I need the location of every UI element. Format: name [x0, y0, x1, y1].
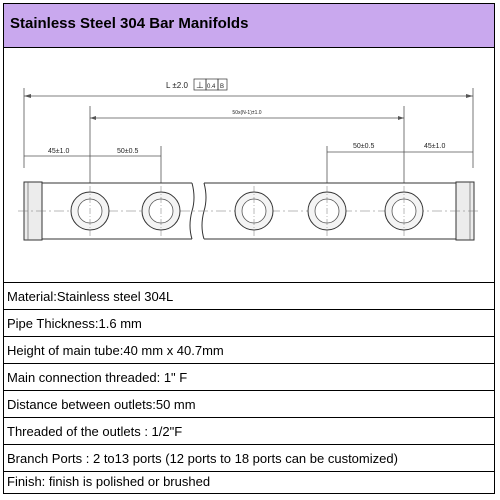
left-end-label: 45±1.0	[48, 148, 70, 155]
spec-row-pipe-thickness: Pipe Thickness:1.6 mm	[4, 310, 494, 337]
spec-sheet	[3, 3, 495, 494]
spec-row-branch-ports: Branch Ports : 2 to13 ports (12 ports to 18 ports can be customized)	[4, 445, 494, 472]
spec-row-material: Material:Stainless steel 304L	[4, 283, 494, 310]
outlet-span-label: 50x(N-1)±1.0	[232, 110, 262, 116]
manifold-drawing-svg	[4, 48, 494, 283]
technical-drawing	[4, 48, 494, 283]
spec-row-outlet-thread: Threaded of the outlets : 1/2"F	[4, 418, 494, 445]
overall-length-label: L ±2.0	[166, 81, 188, 90]
tolerance-datum: B	[220, 84, 225, 90]
arrowhead	[24, 94, 31, 98]
arrowhead	[398, 116, 404, 120]
header-banner	[4, 4, 494, 48]
right-pitch-label: 50±0.5	[353, 143, 375, 150]
right-end-label: 45±1.0	[424, 143, 446, 150]
arrowhead	[90, 116, 96, 120]
spec-row-outlet-distance: Distance between outlets:50 mm	[4, 391, 494, 418]
spec-row-main-connection: Main connection threaded: 1" F	[4, 364, 494, 391]
spec-row-tube-height: Height of main tube:40 mm x 40.7mm	[4, 337, 494, 364]
left-pitch-label: 50±0.5	[117, 148, 139, 155]
arrowhead	[466, 94, 473, 98]
tolerance-value: 0.4	[207, 84, 216, 90]
perpendicularity-symbol: ⊥	[196, 80, 204, 90]
spec-row-finish: Finish: finish is polished or brushed	[7, 474, 211, 489]
page-title: Stainless Steel 304 Bar Manifolds	[10, 15, 249, 32]
